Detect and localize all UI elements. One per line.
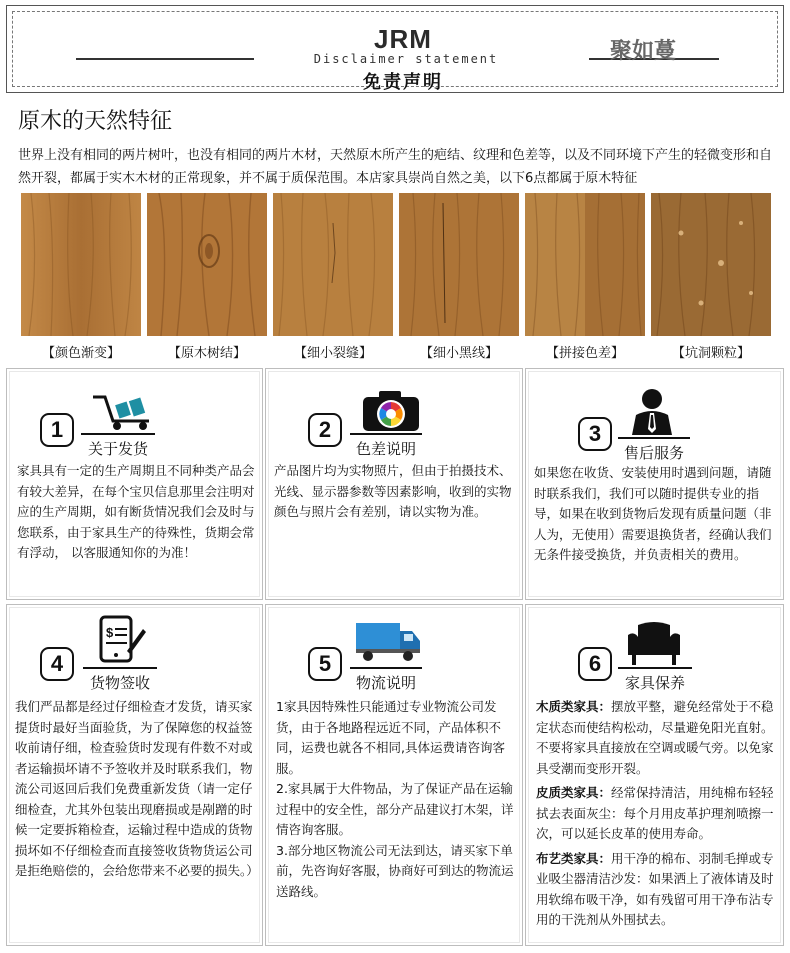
card-body-1: 家具具有一定的生产周期且不同种类产品会有较大差异，在每个宝贝信息那里会注明对应的生产周期，如有断货情况我们会及时与您联系，由于家具生产的待殊性，货期会常有浮动， 以客服通知你的为准！ [17,463,255,560]
maintenance-head-leather: 皮质类家具： [536,785,612,800]
maintenance-text-wood: 摆放平整，避免经常处于不稳定状态而使结构松动，尽量避免阳光直射。不要将家具直接放在空调或暖气旁。以免家具受潮而变形开裂。 [536,699,774,776]
card-body-2: 产品图片均为实物照片，但由于拍摄技术、光线、显示器参数等因素影响，收到的实物颜色与照片会有差别，请以实物为准。 [274,463,512,519]
wood-texture-4 [399,193,519,336]
service-person-icon [630,387,674,435]
armchair-icon [626,621,682,667]
wood-sample-4 [399,193,519,336]
card-maintenance [525,604,784,946]
wood-label-3: 【细小裂缝】 [293,346,372,361]
card-title-6: 家具保养 [618,667,692,693]
section-title: 原木的天然特征 [18,109,173,134]
maintenance-item-wood [536,697,780,779]
wood-texture-2 [147,193,267,336]
wood-sample-6 [651,193,771,336]
card-after-sales [525,368,784,600]
header-rule-left [76,58,254,60]
card-body-5 [276,697,518,902]
wood-texture-1 [21,193,141,336]
card-body-4: 我们严品都是经过仔细检查才发货，请买家提货时最好当面验货，为了保障您的权益签收前请仔细，检查验货时发现有件数不对或者运输损坏请不予签收并及时联系我们，物流公司返回后我们免费重新发货（请一定仔细检查，尤其外包装出现磨损或是剐蹭的时候一定要拆箱检查，运输过程中造成的货物损坏如不仔细检查而直接签收货物货运公司是拒绝赔偿的，会给您带来不必要的损失。） [15,699,259,878]
logistics-note-2: 2.家具属于大件物品，为了保证产品在运输过程中的安全性，部分产品建议打木架，详情咨询客服。 [276,781,514,837]
wood-texture-5 [525,193,645,336]
card-number-5: 5 [308,647,342,681]
wood-label-6: 【坑洞颗粒】 [671,346,750,361]
header-dashed-frame [12,11,778,93]
header-title: 免责声明 [363,72,443,93]
card-shipping [6,368,263,600]
card-title-1: 关于发货 [81,433,155,459]
card-logistics [265,604,523,946]
card-body-6 [536,697,780,931]
brand-name-cn: 聚如蔓 [609,39,676,64]
maintenance-item-leather [536,783,780,845]
tablet-sign-icon [97,615,147,665]
maintenance-head-fabric: 布艺类家具： [536,850,612,866]
wood-sample-3 [273,193,393,336]
wood-sample-5 [525,193,645,336]
wood-texture-3 [273,193,393,336]
card-number-6: 6 [578,647,612,681]
maintenance-item-fabric [536,849,780,931]
card-receipt [6,604,263,946]
card-number-1: 1 [40,413,74,447]
section-intro: 世界上没有相同的两片树叶，也没有相同的两片木材，天然原木所产生的疤结、纹理和色差等，以及不同环境下产生的轻微变形和自然开裂，都属于实木木材的正常现象，并不属于质保范围。本店家具崇尚自然之美，以下6点都属于原木特征 [18,148,773,186]
maintenance-head-wood: 木质类家具： [536,699,612,714]
card-title-2: 色差说明 [350,433,422,459]
card-body-3: 如果您在收货、安装使用时遇到问题，请随时联系我们，我们可以随时提供专业的指导，如果在收到货物后发现有质量问题（非人为，无使用）需要退换货者，经确认我们无条件接受换货，并负责相关的费用。 [534,465,772,562]
wood-label-4: 【细小黑线】 [419,346,498,361]
logistics-note-3: 3.部分地区物流公司无法到达，请买家下单前，先咨询好客服，协商好可到达的物流运送路线。 [276,842,514,899]
wood-label-2: 【原木树结】 [167,346,246,361]
maintenance-text-leather: 经常保持清洁，用纯棉布轻轻拭去表面灰尘：每个月用皮革护理剂喷擦一次，可以延长皮革的使用寿命。 [536,785,774,841]
card-title-5: 物流说明 [350,667,422,693]
card-title-4: 货物签收 [83,667,157,693]
delivery-truck-icon [354,619,422,663]
header-subtitle: Disclaimer statement [313,52,499,66]
card-number-4: 4 [40,647,74,681]
wood-sample-2 [147,193,267,336]
card-color-difference [265,368,523,600]
card-title-3: 售后服务 [618,437,690,463]
hand-truck-icon [87,391,161,431]
brand-logo-text: JRM [374,24,432,54]
wood-sample-1 [21,193,141,336]
svg-text:$: $ [106,625,114,640]
camera-icon [361,389,421,433]
maintenance-text-fabric: 用干净的棉布、羽制毛掸或专业吸尘器清洁沙发：如果洒上了液体请及时用软绵布吸干净，如有残留可用干净布沾专用的干洗剂从外围拭去。 [536,850,774,927]
card-number-2: 2 [308,413,342,447]
logistics-note-1: 1家具因特殊性只能通过专业物流公司发货，由于各地路程远近不同，产品体积不同，运费也就各不相同,具体运费请咨询客服。 [276,699,505,776]
disclaimer-header [6,5,784,93]
wood-sample-row [21,193,769,336]
card-number-3: 3 [578,417,612,451]
wood-texture-6 [651,193,771,336]
wood-label-5: 【拼接色差】 [545,346,624,361]
wood-label-1: 【颜色渐变】 [41,346,120,361]
